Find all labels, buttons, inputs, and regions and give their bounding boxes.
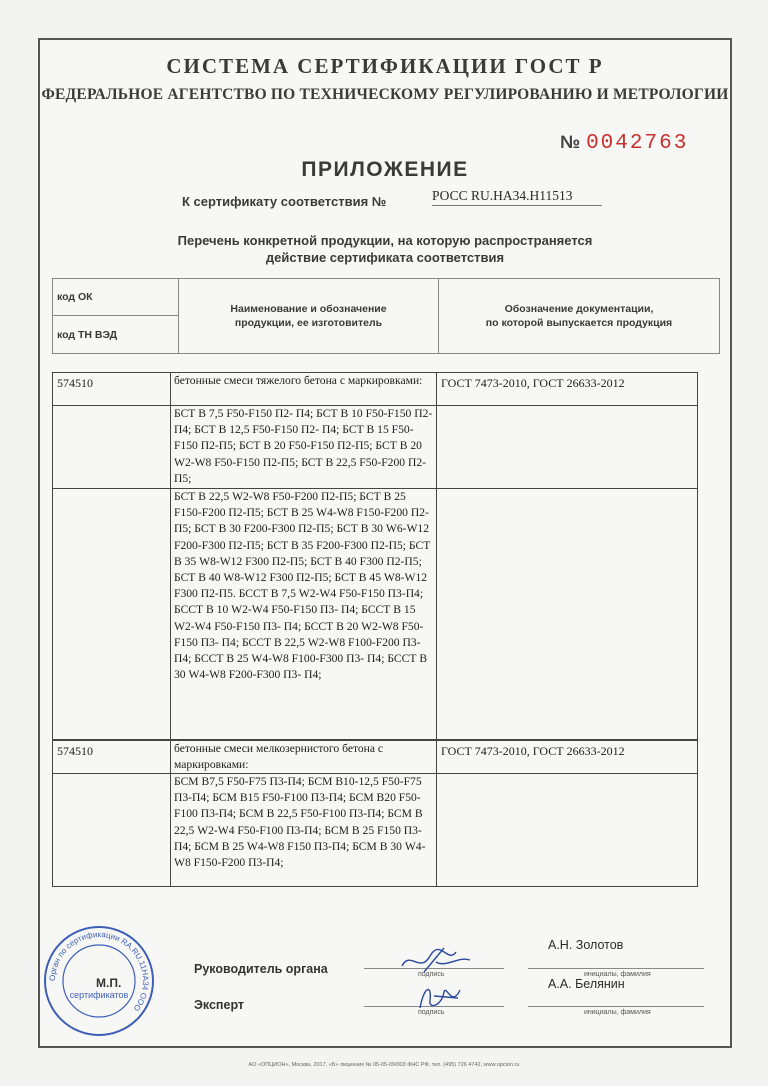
product-code: 574510 <box>53 741 171 886</box>
sign-caption: подпись <box>418 1009 445 1016</box>
doc-header-line2: по которой выпускается продукция <box>485 317 673 329</box>
column-header-table <box>52 278 720 354</box>
page-heading: ПРИЛОЖЕНИЕ <box>301 158 469 181</box>
product-code: 574510 <box>53 373 171 739</box>
stamp-center-text: сертификатов <box>69 990 129 1000</box>
product-name-segment: БСТ В 7,5 F50-F150 П2- П4; БСТ В 10 F50-F150 П2- П4; БСТ В 12,5 F50-F150 П2- П4; БСТ В 15 F50-F150 П2-П5; БСТ В 20 F50-F150 П2-П5; БСТ В 20 W2-W8 F50-F150 П2-П5; БСТ В 22,5 F50-F200 П2-П5; <box>171 406 436 489</box>
product-block <box>52 372 698 740</box>
product-block <box>52 740 698 887</box>
head-label: Руководитель органа <box>194 962 328 976</box>
agency-title: ФЕДЕРАЛЬНОЕ АГЕНТСТВО ПО ТЕХНИЧЕСКОМУ РЕГУЛИРОВАНИЮ И МЕТРОЛОГИИ <box>41 86 729 103</box>
divider <box>53 488 171 489</box>
code-tn-label: код ТН ВЭД <box>57 329 118 341</box>
form-number-value: 0042763 <box>586 132 689 155</box>
expert-label: Эксперт <box>194 998 245 1012</box>
footer-text: АО «ОПЦИОН», Москва, 2017, «Б» лицензия № 05-05-09/003 ФНС РФ, тел. (495) 726 4742, www.opcion.ru <box>248 1062 520 1068</box>
cert-label: К сертификату соответствия № <box>182 194 387 209</box>
product-docs: ГОСТ 7473-2010, ГОСТ 26633-2012 <box>441 744 625 758</box>
name-header-line1: Наименование и обозначение <box>230 303 387 315</box>
certificate-sheet <box>38 38 732 1048</box>
doc-header <box>439 279 719 353</box>
sign-caption: подпись <box>418 971 445 978</box>
name-caption: инициалы, фамилия <box>584 971 651 978</box>
product-name-segment: БСМ В7,5 F50-F75 П3-П4; БСМ В10-12,5 F50-F75 П3-П4; БСМ В15 F50-F100 П3-П4; БСМ В20 F50-F100 П3-П4; БСМ В 22,5 F50-F100 П3-П4; БСМ В 22,5 W2-W4 F50-F100 П3-П4; БСМ В 25 F150 П3-П4; БСМ В 25 W4-W8 F150 П3-П4; БСМ В 30 W4-W8 F150-F200 П3-П4; <box>174 775 426 870</box>
code-ok-label: код ОК <box>57 291 93 303</box>
name-header-line2: продукции, ее изготовитель <box>234 317 383 329</box>
product-name <box>171 741 437 886</box>
name-line <box>528 968 704 969</box>
seal-place-label: М.П. <box>96 976 122 990</box>
svg-text:Орган по сертификации RA.RU.11 <box>48 930 150 1013</box>
subheading <box>40 232 730 266</box>
stamp-ring-text: Орган по сертификации RA.RU.11НА34 ООО <box>47 929 151 1013</box>
system-title: СИСТЕМА СЕРТИФИКАЦИИ ГОСТ Р <box>166 54 604 78</box>
code-header <box>53 279 179 353</box>
divider <box>53 315 179 316</box>
product-name <box>171 373 437 739</box>
divider <box>53 773 171 774</box>
name-line <box>528 1006 704 1007</box>
form-number <box>560 132 688 155</box>
head-name: А.Н. Золотов <box>548 938 624 952</box>
cert-number: РОСС RU.HA34.H11513 <box>432 188 602 206</box>
head-signature-icon <box>396 944 476 978</box>
subheading-line1: Перечень конкретной продукции, на которую распространяется <box>177 233 593 248</box>
name-caption: инициалы, фамилия <box>584 1009 651 1016</box>
name-header <box>179 279 439 353</box>
divider <box>53 405 171 406</box>
doc-header-line1: Обозначение документации, <box>504 303 654 315</box>
expert-name: А.А. Белянин <box>548 977 625 991</box>
product-name-segment: БСТ В 22,5 W2-W8 F50-F200 П2-П5; БСТ В 25 F150-F200 П2-П5; БСТ В 25 W4-W8 F150-F200 П2-П5; БСТ В 30 F200-F300 П2-П5; БСТ В 30 W6-W12 F200-F300 П2-П5; БСТ В 35 F200-F300 П2-П5; БСТ В 35 W8-W12 F300 П2-П5; БСТ В 40 F300 П2-П5; БСТ В 40 W8-W12 F300 П2-П5; БСТ В 45 W8-W12 F300 П2-П5. БССТ В 7,5 W2-W4 F50-F150 П3-П4; БССТ В 10 W2-W4 F50-F150 П3- П4; БССТ В 15 W2-W4 F50-F150 П3- П4; БССТ В 20 W2-W8 F50-F150 П3- П4; БССТ В 22,5 W2-W8 F100-F200 П3- П4; БССТ В 25 W4-W8 F100-F300 П3- П4; БССТ В 30 W4-W8 F200-F300 П3- П4; <box>174 490 431 682</box>
product-name-segment: бетонные смеси тяжелого бетона с маркировками: <box>171 373 436 406</box>
subheading-line2: действие сертификата соответствия <box>265 250 505 265</box>
product-docs: ГОСТ 7473-2010, ГОСТ 26633-2012 <box>441 376 625 390</box>
product-name-segment: бетонные смеси мелкозернистого бетона с маркировками: <box>171 741 436 774</box>
number-symbol: № <box>560 132 581 152</box>
expert-signature-icon <box>412 980 472 1014</box>
